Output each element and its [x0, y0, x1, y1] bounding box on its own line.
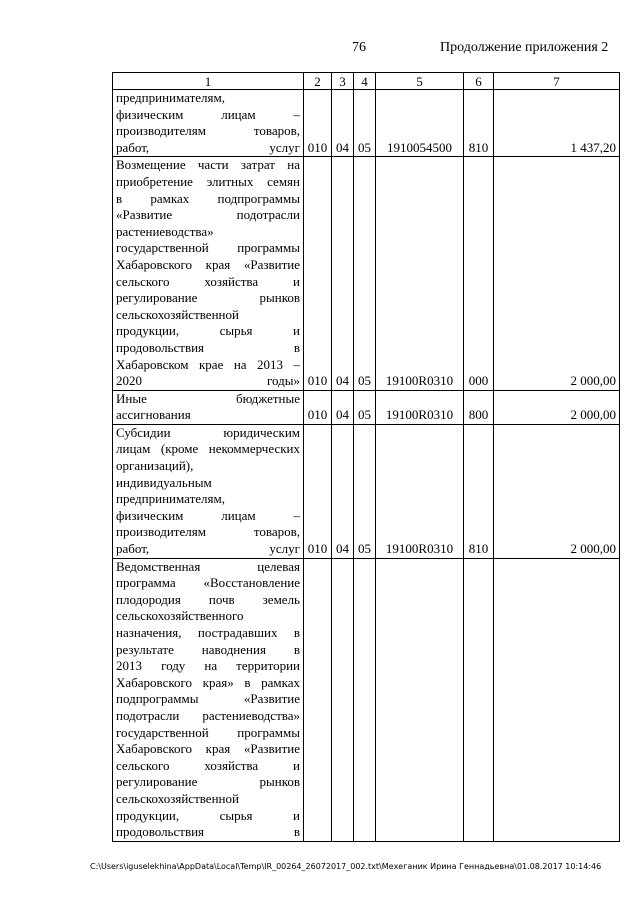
code-cell: 19100R0310 [376, 424, 464, 558]
column-header: 1 [113, 73, 304, 90]
code-cell: 810 [464, 424, 494, 558]
description-line: государственной программы [116, 724, 300, 740]
budget-table [112, 72, 620, 842]
code-cell: 010 [304, 390, 332, 424]
code-cell [464, 558, 494, 841]
code-cell: 05 [354, 90, 376, 157]
description-cell [113, 424, 304, 558]
description-line: растениеводства» [116, 223, 214, 239]
amount-cell: 2 000,00 [494, 424, 620, 558]
description-line: сельскохозяйственного [116, 608, 244, 624]
description-cell [113, 390, 304, 424]
description-line: ассигнования [116, 407, 191, 423]
column-header: 2 [304, 73, 332, 90]
code-cell: 05 [354, 157, 376, 390]
amount-cell: 2 000,00 [494, 390, 620, 424]
code-cell [304, 558, 332, 841]
code-cell: 010 [304, 424, 332, 558]
description-line: государственной программы [116, 240, 300, 256]
code-cell [354, 558, 376, 841]
description-line: предпринимателям, [116, 491, 225, 507]
table-row [113, 558, 620, 841]
code-cell: 04 [332, 90, 354, 157]
description-line: физическим лицам – [116, 507, 300, 523]
description-line: сельского хозяйства и [116, 757, 300, 773]
description-line: организаций), [116, 458, 194, 474]
code-cell: 04 [332, 390, 354, 424]
code-cell: 010 [304, 90, 332, 157]
amount-cell: 2 000,00 [494, 157, 620, 390]
description-line: лицам (кроме некоммерческих [116, 441, 300, 457]
description-line: плодородия почв земель [116, 591, 300, 607]
column-header: 3 [332, 73, 354, 90]
description-line: предпринимателям, [116, 90, 225, 105]
description-line: Иные бюджетные [116, 390, 300, 406]
code-cell: 000 [464, 157, 494, 390]
description-line: регулирование рынков [116, 290, 300, 306]
description-line: результате наводнения в [116, 641, 300, 657]
description-cell [113, 157, 304, 390]
page-number: 76 [352, 40, 366, 55]
description-line: подотрасли растениеводства» [116, 707, 300, 723]
code-cell: 05 [354, 424, 376, 558]
description-line: работ, услуг [116, 139, 300, 155]
file-path-footer: C:\Users\iguselekhina\AppData\Local\Temp\IR_00264_26072017_002.txt\Мехеганик Ирина Геннадьевна\01.08.2017 10:14:46 [90, 862, 602, 871]
description-line: Возмещение части затрат на [116, 157, 300, 173]
description-line: «Развитие подотрасли [116, 207, 300, 223]
amount-cell [494, 558, 620, 841]
description-line: сельскохозяйственной [116, 306, 239, 322]
description-line: производителям товаров, [116, 123, 300, 139]
code-cell: 04 [332, 157, 354, 390]
description-line: индивидуальным [116, 474, 212, 490]
table-row [113, 424, 620, 558]
description-cell [113, 90, 304, 157]
table-row [113, 157, 620, 390]
description-cell [113, 558, 304, 841]
description-line: регулирование рынков [116, 774, 300, 790]
code-cell: 05 [354, 390, 376, 424]
table-row [113, 90, 620, 157]
continuation-label: Продолжение приложения 2 [440, 40, 609, 55]
code-cell: 1910054500 [376, 90, 464, 157]
code-cell: 010 [304, 157, 332, 390]
column-header: 7 [494, 73, 620, 90]
description-line: сельскохозяйственной [116, 790, 239, 806]
description-line: продукции, сырья и [116, 323, 300, 339]
code-cell: 04 [332, 424, 354, 558]
description-line: производителям товаров, [116, 524, 300, 540]
description-line: Хабаровском крае на 2013 – [116, 356, 300, 372]
description-line: 2020 годы» [116, 373, 300, 389]
description-line: Ведомственная целевая [116, 558, 300, 574]
description-line: Хабаровского края «Развитие [116, 256, 300, 272]
description-line: Субсидии юридическим [116, 424, 300, 440]
description-line: работ, услуг [116, 541, 300, 557]
code-cell: 19100R0310 [376, 390, 464, 424]
description-line: Хабаровского края «Развитие [116, 741, 300, 757]
code-cell [332, 558, 354, 841]
description-line: в рамках подпрограммы [116, 190, 300, 206]
column-header: 4 [354, 73, 376, 90]
table-row [113, 390, 620, 424]
description-line: продукции, сырья и [116, 807, 300, 823]
description-line: приобретение элитных семян [116, 173, 300, 189]
code-cell: 19100R0310 [376, 157, 464, 390]
description-line: сельского хозяйства и [116, 273, 300, 289]
description-line: назначения, пострадавших в [116, 625, 300, 640]
amount-cell: 1 437,20 [494, 90, 620, 157]
description-line: подпрограммы «Развитие [116, 691, 300, 707]
description-line: продовольствия в [116, 824, 300, 840]
column-header: 5 [376, 73, 464, 90]
code-cell: 810 [464, 90, 494, 157]
description-line: программа «Восстановление [116, 575, 300, 591]
table-body [113, 90, 620, 842]
column-number-row [113, 73, 620, 90]
code-cell: 800 [464, 390, 494, 424]
description-line: продовольствия в [116, 339, 300, 355]
description-line: Хабаровского края» в рамках [116, 674, 300, 690]
code-cell [376, 558, 464, 841]
description-line: физическим лицам – [116, 106, 300, 122]
description-line: 2013 году на территории [116, 658, 300, 674]
column-header: 6 [464, 73, 494, 90]
